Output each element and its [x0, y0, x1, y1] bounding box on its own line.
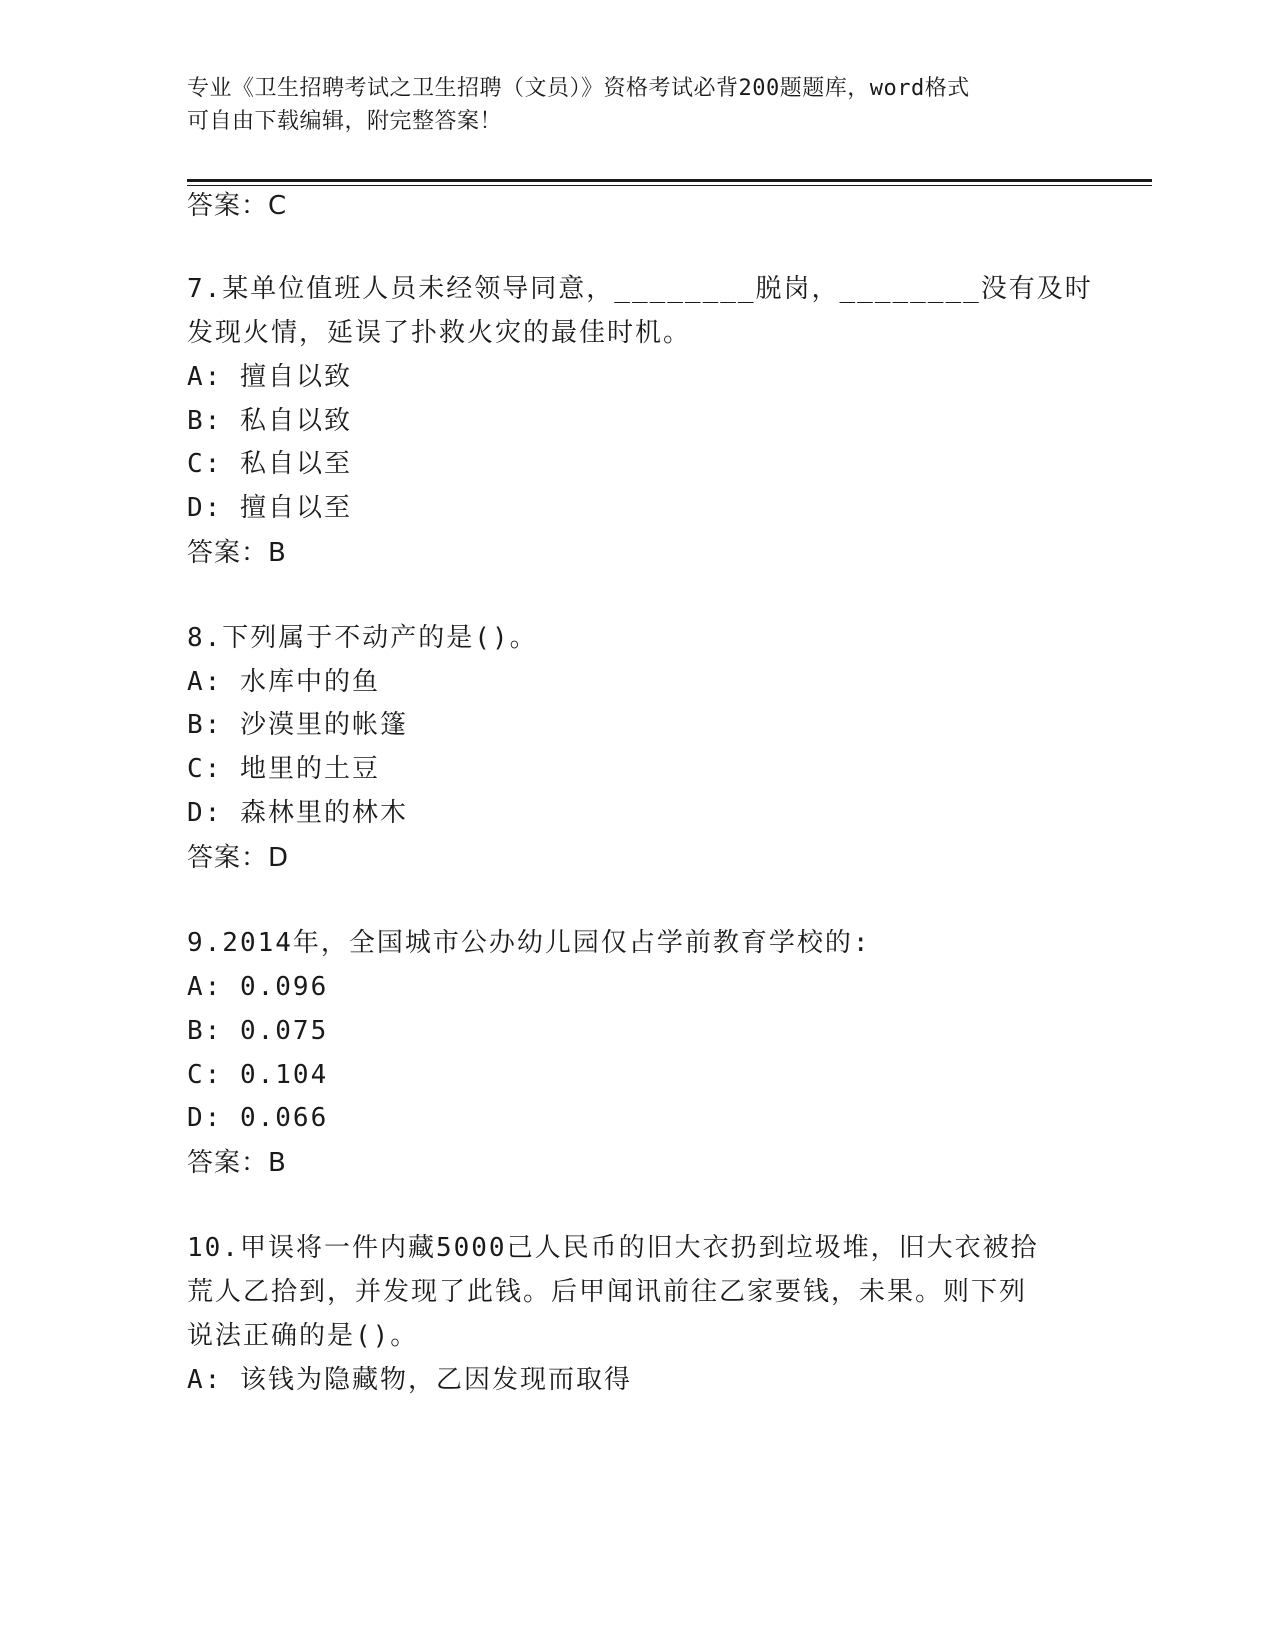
document-page [187, 0, 1152, 1650]
question-7-option-a: A: 擅自以致 [187, 362, 352, 392]
header-rule-thin [187, 185, 1152, 186]
question-8-option-d: D: 森林里的林木 [187, 798, 408, 828]
question-7-stem-line-1: 7.某单位值班人员未经领导同意，________脱岗，________没有及时 [187, 274, 1093, 304]
question-7-stem-line-2: 发现火情，延误了扑救火灾的最佳时机。 [187, 318, 692, 348]
question-10-stem-line-3: 说法正确的是()。 [187, 1321, 419, 1351]
question-8-option-b: B: 沙漠里的帐篷 [187, 710, 408, 740]
header-rule-thick [187, 179, 1152, 182]
question-9-option-d: D: 0.066 [187, 1103, 329, 1133]
question-10-stem-line-2: 荒人乙拾到，并发现了此钱。后甲闻讯前往乙家要钱，未果。则下列 [187, 1277, 1028, 1307]
header-line-2: 可自由下载编辑，附完整答案！ [187, 109, 503, 134]
header-line-1: 专业《卫生招聘考试之卫生招聘（文员）》资格考试必背200题题库，word格式 [187, 76, 970, 101]
question-7-option-c: C: 私自以至 [187, 449, 352, 479]
answer-label: 答案：C [187, 191, 288, 221]
question-8-stem-line-1: 8.下列属于不动产的是()。 [187, 623, 538, 653]
question-9-stem-line-1: 9.2014年，全国城市公办幼儿园仅占学前教育学校的: [187, 928, 871, 958]
question-8-option-a: A: 水库中的鱼 [187, 667, 380, 697]
question-7-option-d: D: 擅自以至 [187, 493, 352, 523]
question-8-answer: 答案：D [187, 843, 290, 873]
question-9-answer: 答案：B [187, 1148, 287, 1178]
question-10-stem-line-1: 10.甲误将一件内藏5000己人民币的旧大衣扔到垃圾堆，旧大衣被拾 [187, 1233, 1039, 1263]
question-9-option-c: C: 0.104 [187, 1060, 329, 1090]
question-7-option-b: B: 私自以致 [187, 406, 352, 436]
question-9-option-b: B: 0.075 [187, 1016, 329, 1046]
question-9-option-a: A: 0.096 [187, 972, 329, 1002]
question-10-option-a: A: 该钱为隐藏物，乙因发现而取得 [187, 1365, 632, 1395]
document-header [187, 72, 1067, 138]
question-7-answer: 答案：B [187, 538, 287, 568]
question-8-option-c: C: 地里的土豆 [187, 754, 380, 784]
